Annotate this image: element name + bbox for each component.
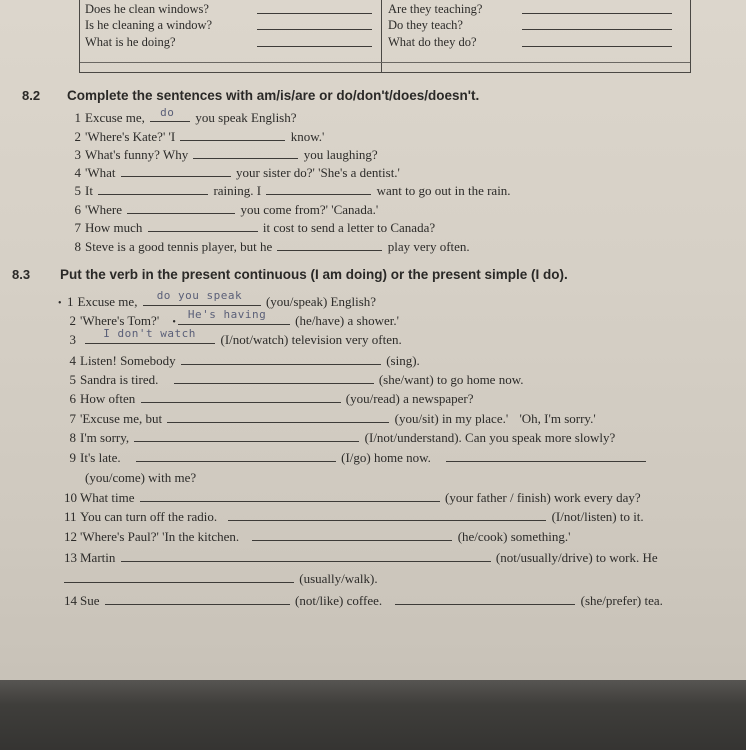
item-text: Steve is a good tennis player, but he [85,239,273,254]
item-number: 10 [64,490,77,505]
item-text: What's funny? Why [85,147,189,162]
item-text: 'Where's Kate?' 'I [85,129,176,144]
item-number: 8 [74,239,81,254]
item-text: (you/read) a newspaper? [345,391,474,406]
handwritten-answer: do you speak [156,289,243,302]
answer-blank[interactable] [228,510,546,521]
item-number: 3 [69,332,76,347]
item-number: 7 [69,411,76,426]
item-text: (not/like) coffee. [295,593,383,608]
item-text: you come from?' 'Canada.' [240,202,379,217]
item-text: (I/not/watch) television very often. [220,332,402,347]
item-text: it cost to send a letter to Canada? [262,220,436,235]
item-number: 5 [69,372,76,387]
item-text: you laughing? [303,147,378,162]
answer-blank[interactable] [181,354,381,365]
item-number: 8 [69,430,76,445]
exercise-number: 8.3 [12,267,31,282]
item-text: (sing). [386,353,420,368]
blank [257,36,372,47]
table-cell: Is he cleaning a window? [85,18,213,32]
exercise-item [64,372,524,388]
exercise-item [64,411,596,427]
exercise-item [64,509,644,525]
answer-blank[interactable] [136,451,336,462]
exercise-item [64,490,641,506]
answer-blank[interactable] [446,451,646,462]
exercise-item [69,239,470,255]
answer-blank[interactable] [105,594,290,605]
exercise-item [64,430,615,446]
exercise-item [64,391,474,407]
item-number: 4 [74,165,81,180]
exercise-item [69,165,400,181]
exercise-item [64,353,420,369]
item-text: Excuse me, [77,294,138,309]
item-text: 'Where [85,202,122,217]
exercise-item [69,220,435,236]
exercise-item [69,183,511,199]
item-text: you speak English? [195,110,297,125]
exercise-item-continuation [64,571,378,587]
exercise-item [69,129,324,145]
exercise-item [64,550,658,566]
answer-blank[interactable] [140,491,440,502]
answer-blank[interactable] [98,184,208,195]
item-text: 'What [85,165,116,180]
answer-blank[interactable] [150,106,190,122]
answer-blank[interactable] [395,594,575,605]
table-bottom-rule [80,62,690,63]
example-table [79,0,691,73]
item-number: 6 [69,391,76,406]
item-text: Sue [80,593,100,608]
exercise-item [64,529,571,545]
item-text: What time [80,490,135,505]
item-text: How often [80,391,136,406]
answer-blank[interactable] [277,240,382,251]
answer-blank[interactable] [64,572,294,583]
exercise-heading: Complete the sentences with am/is/are or do/don't/does/doesn't. [67,88,480,103]
item-number: 11 [64,509,77,524]
answer-blank[interactable] [134,431,359,442]
item-text: Sandra is tired. [80,372,159,387]
answer-blank[interactable] [148,221,258,232]
handwritten-answer: do [160,106,175,119]
item-number: 7 [74,220,81,235]
item-number: 2 [74,129,81,144]
answer-blank[interactable] [121,166,231,177]
item-text: (he/have) a shower.' [295,313,399,328]
item-text: (she/prefer) tea. [580,593,663,608]
item-text: 'Where's Tom?' [80,313,160,328]
item-text: Martin [80,550,116,565]
item-text: How much [85,220,143,235]
item-text: 'Where's Paul?' 'In the kitchen. [80,529,240,544]
answer-blank[interactable] [252,530,452,541]
blank [522,19,672,30]
item-number: 1 [74,110,81,125]
exercise-item [64,593,663,609]
answer-blank[interactable] [143,289,261,306]
item-text: play very often. [387,239,470,254]
item-text: It's late. [80,450,121,465]
item-number: 2 [69,313,76,328]
answer-blank[interactable] [174,373,374,384]
item-number: 3 [74,147,81,162]
answer-blank[interactable] [266,184,371,195]
exercise-item [64,327,402,348]
answer-blank[interactable] [127,203,235,214]
answer-blank[interactable] [85,327,215,344]
item-number: 5 [74,183,81,198]
table-cell: Do they teach? [388,18,463,32]
item-text: I'm sorry, [80,430,130,445]
blank [257,19,372,30]
item-number: 13 [64,550,77,565]
item-text: Listen! Somebody [80,353,176,368]
item-text: (usually/walk). [299,571,378,586]
answer-blank[interactable] [121,551,491,562]
handwritten-answer: I don't watch [103,327,196,340]
exercise-item: • 1 Excuse me, do you speak (you/speak) English? [58,289,377,309]
table-cell: Are they teaching? [388,2,483,16]
exercise-item [69,106,297,126]
answer-blank[interactable] [141,392,341,403]
item-text: (I/not/understand). Can you speak more slowly? [364,430,616,445]
item-text: 'Excuse me, but [80,411,163,426]
answer-blank[interactable] [180,130,285,141]
table-cell: What is he doing? [85,35,176,49]
item-text: (he/cook) something.' [457,529,571,544]
table-cell: Does he clean windows? [85,2,209,16]
exercise-number: 8.2 [22,88,41,103]
exercise-heading: Put the verb in the present continuous (I am doing) or the present simple (I do). [60,267,568,282]
answer-blank[interactable] [178,308,290,325]
item-number: 6 [74,202,81,217]
item-text: want to go out in the rain. [376,183,511,198]
item-text: (I/not/listen) to it. [551,509,644,524]
item-text: (I/go) home now. [341,450,431,465]
item-text: (not/usually/drive) to work. He [495,550,658,565]
item-text: your sister do?' 'She's a dentist.' [236,165,400,180]
blank [522,36,672,47]
item-text: You can turn off the radio. [80,509,218,524]
item-text: (you/speak) English? [265,294,377,309]
item-number: 1 [67,294,74,309]
answer-blank[interactable] [167,412,389,423]
item-number: 4 [69,353,76,368]
item-text: raining. I [213,183,262,198]
item-number: 12 [64,529,77,544]
item-text: (your father / finish) work every day? [445,490,641,505]
item-text: know.' [290,129,325,144]
item-text: It [85,183,93,198]
item-text: (you/sit) in my place.' [394,411,509,426]
exercise-item [64,450,648,466]
handwritten-answer: He's having [187,308,267,321]
exercise-item-continuation: (you/come) with me? [85,470,197,485]
exercise-item: 2 'Where's Tom?' • He's having (he/have) a shower.' [64,313,399,329]
item-number: 14 [64,593,77,608]
item-number: 9 [69,450,76,465]
page-shadow-background [0,680,746,750]
exercise-item [69,147,378,163]
blank [257,3,372,14]
table-cell: What do they do? [388,35,477,49]
answer-blank[interactable] [193,148,298,159]
blank [522,3,672,14]
item-text: Excuse me, [85,110,145,125]
exercise-item [69,202,378,218]
item-text: 'Oh, I'm sorry.' [519,411,596,426]
item-text: (she/want) to go home now. [378,372,524,387]
